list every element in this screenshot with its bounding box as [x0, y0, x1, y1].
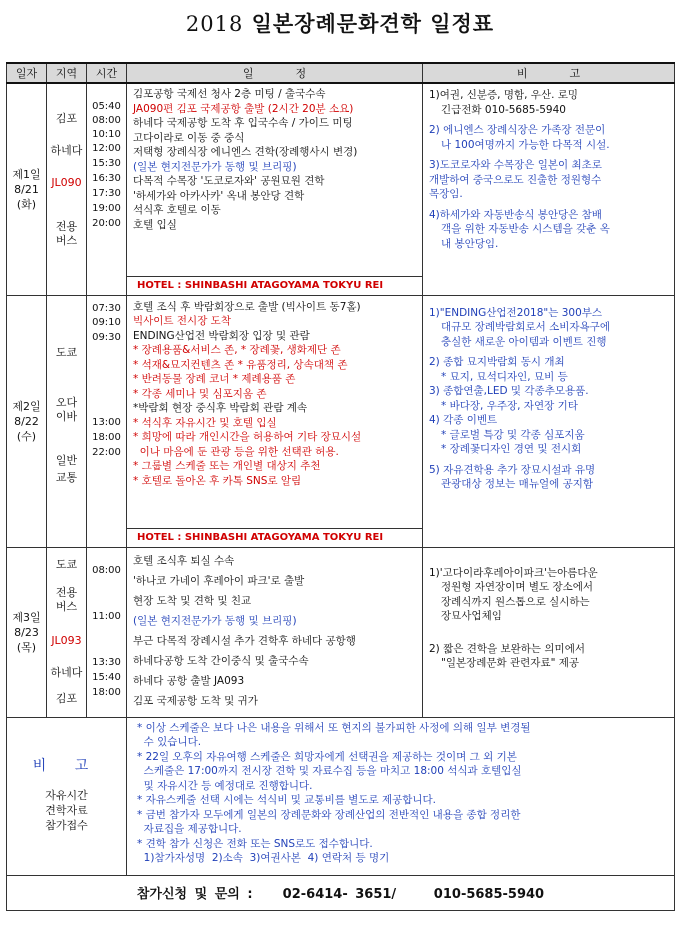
remarks-text — [127, 717, 675, 875]
note-line: 장례식까지 원스톱으로 실시하는 — [441, 595, 590, 608]
schedule-line: 호텔 조식 후 박람회장으로 출발 (빅사이트 동7홀) — [133, 300, 361, 313]
area-item: 버스 — [55, 599, 78, 613]
note-line: 4) 각종 이벤트 — [429, 414, 498, 426]
time-item: 10:10 — [92, 129, 121, 140]
schedule-line: 호텔 입실 — [133, 218, 177, 231]
schedule-line: JA090편 김포 국제공항 출발 (2시간 20분 소요) — [133, 102, 354, 115]
header-time: 시간 — [87, 63, 127, 83]
note-line: 정원형 자연장이며 별도 장소에서 — [441, 581, 594, 593]
schedule-line: 호텔 조식후 퇴실 수속 — [133, 554, 235, 567]
area-item: 하네다 — [50, 144, 83, 157]
schedule-line: * 각종 세미나 및 심포지움 존 — [133, 387, 267, 400]
remark-line: * 이상 스케줄은 보다 나은 내용을 위해서 또 현지의 불가피한 사정에 의해 일부 변경될 — [137, 721, 531, 734]
schedule-line: * 석재&묘지컨텐츠 존 * 유품정리, 상속대책 존 — [133, 358, 348, 371]
schedule-line: 저택형 장례식장 에니엔스 견학(장례행사시 변경) — [133, 146, 358, 158]
remark-line: 1)참가자성명 2)소속 3)여권사본 4) 연락처 등 명기 — [137, 852, 390, 864]
note-line: 내 봉안당임. — [441, 237, 499, 250]
remark-line: 자료집을 제공합니다. — [137, 823, 242, 835]
note-line: * 글로벌 특강 및 각종 심포지움 — [441, 428, 585, 441]
time-item: 09:30 — [92, 331, 121, 343]
schedule-line: 김포 국제공항 도착 및 귀가 — [133, 694, 258, 707]
day2-date-value: 8/22 — [14, 414, 39, 428]
schedule-line: * 석식후 자유시간 및 호텔 입실 — [133, 416, 277, 429]
contact-row — [7, 875, 675, 910]
area-item: 교통 — [55, 470, 78, 484]
area-item: 전용 — [55, 220, 78, 233]
time-item: 18:00 — [92, 431, 121, 443]
note-line: 대규모 장례박람회로서 소비자욕구에 — [441, 321, 610, 333]
schedule-line: *박람회 현장 중식후 박람회 관람 계속 — [133, 402, 308, 414]
remark-line: 스케줄은 17:00까지 전시장 견학 및 자료수집 등을 마치고 18:00 석식과 호텔입실 — [137, 765, 522, 777]
day3-date — [7, 547, 47, 717]
time-item: 08:00 — [92, 564, 121, 576]
schedule-line: 김포공항 국제선 청사 2층 미팅 / 출국수속 — [133, 88, 326, 100]
day3-notes — [423, 547, 675, 717]
day3-areas — [47, 547, 87, 717]
day1-times — [87, 83, 127, 295]
remarks-sub: 참가접수 — [45, 819, 88, 832]
note-line: 2) 짧은 견학을 보완하는 의미에서 — [429, 642, 585, 655]
hotel-banner: HOTEL : SHINBASHI ATAGOYAMA TOKYU REI — [127, 528, 422, 547]
time-item: 08:00 — [92, 115, 121, 126]
note-line: 5) 자유견학용 추가 장묘시설과 유명 — [429, 463, 596, 476]
schedule-line: ENDING산업전 박람회장 입장 및 관람 — [133, 329, 310, 342]
remarks-sub: 자유시간 — [45, 789, 88, 802]
time-item: 11:00 — [92, 610, 121, 622]
day1-date-value: 8/21 — [14, 182, 39, 196]
day2-label: 제2일 — [12, 399, 41, 413]
schedule-line: '하나코 가네이 후레아이 파크'로 출발 — [133, 574, 305, 587]
header-area: 지역 — [47, 63, 87, 83]
schedule-line: 하네다공항 도착 간이중식 및 출국수속 — [133, 654, 309, 667]
schedule-line: * 반려동물 장례 코너 * 제례용품 존 — [133, 373, 296, 385]
remarks-heading: 비 고 — [32, 758, 101, 774]
time-item: 15:40 — [92, 671, 121, 683]
note-line: 목장임. — [429, 188, 463, 200]
remarks-sub: 견학자료 — [45, 804, 88, 817]
area-item: 이바 — [55, 409, 78, 423]
schedule-table — [6, 62, 675, 911]
note-line: 객을 위한 자동반송 시스템을 갖춘 옥 — [441, 223, 610, 235]
title-text: 일본장례문화견학 일정표 — [251, 12, 495, 36]
note-line: 2) 종합 묘지박람회 동시 개최 — [429, 356, 565, 368]
schedule-line: '하세가와 아카사카' 옥내 봉안당 견학 — [133, 189, 305, 202]
header-day: 일자 — [7, 63, 47, 83]
remarks-label-cell — [7, 717, 127, 875]
time-item: 19:00 — [92, 203, 121, 214]
day3-weekday: (목) — [16, 640, 37, 654]
schedule-line: * 호텔로 돌아온 후 카톡 SNS로 알림 — [133, 474, 302, 487]
area-item: 버스 — [55, 234, 78, 247]
day2-times — [87, 295, 127, 547]
schedule-line: 현장 도착 및 견학 및 친교 — [133, 594, 252, 607]
schedule-line: 부근 다목적 장례시설 추가 견학후 하네다 공항행 — [133, 634, 356, 647]
time-item: 18:00 — [92, 686, 121, 698]
day3-row — [7, 547, 675, 717]
hotel-banner: HOTEL : SHINBASHI ATAGOYAMA TOKYU REI — [127, 276, 422, 295]
remark-line: 및 자유시간 등 예정대로 진행합니다. — [137, 779, 313, 792]
note-line: 1)'고다이라후레아이파크'는아름다운 — [429, 566, 598, 579]
day1-date — [7, 83, 47, 295]
time-item: 17:30 — [92, 188, 121, 199]
remarks-row — [7, 717, 675, 875]
note-line: 3)도코로자와 수목장은 일본이 최초로 — [429, 159, 602, 171]
remark-line: * 22일 오후의 자유여행 스케줄은 희망자에게 선택권을 제공하는 것이며 그 외 기본 — [137, 750, 517, 763]
flight-code: JL090 — [51, 176, 82, 189]
note-line: 4)하세가와 자동반송식 봉안당은 참배 — [429, 208, 602, 221]
note-line: "일본장례문화 관련자료" 제공 — [441, 657, 580, 669]
note-line: 긴급전화 010-5685-5940 — [441, 103, 566, 116]
time-item: 22:00 — [92, 446, 121, 458]
area-item: 도쿄 — [55, 345, 78, 359]
schedule-line: 고다이라로 이동 중 중식 — [133, 131, 245, 144]
remark-line: * 금번 참가자 모두에게 일본의 장례문화와 장례산업의 전반적인 내용을 종합 정리한 — [137, 808, 521, 821]
schedule-line: (일본 현지전문가가 동행 및 브리핑) — [133, 160, 297, 173]
schedule-line: * 그룹별 스케줄 또는 개인별 대상지 추천 — [133, 460, 321, 472]
area-item: 김포 — [55, 691, 78, 705]
day2-notes — [423, 295, 675, 547]
time-item: 07:30 — [92, 302, 121, 314]
note-line: 나 100여명까지 가능한 다목적 시설. — [441, 138, 610, 151]
time-item: 13:30 — [92, 656, 121, 668]
schedule-line: 다목적 수목장 '도코로자와' 공원묘원 견학 — [133, 175, 325, 187]
day2-date — [7, 295, 47, 547]
remark-line: 수 있습니다. — [137, 736, 202, 748]
day3-date-value: 8/23 — [14, 625, 39, 639]
schedule-line: 하네다 국제공항 도착 후 입국수속 / 가이드 미팅 — [133, 117, 353, 129]
area-item: 전용 — [55, 585, 78, 599]
schedule-line: * 희망에 따라 개인시간을 허용하여 기타 장묘시설 — [133, 431, 362, 443]
time-item: 20:00 — [92, 218, 121, 229]
day1-weekday: (화) — [16, 197, 37, 211]
schedule-line: 빅사이트 전시장 도착 — [133, 315, 231, 327]
day1-row — [7, 83, 675, 295]
time-item: 05:40 — [92, 101, 121, 112]
title-year: 2018 — [185, 12, 244, 36]
note-line: 충실한 새로운 아이템과 이벤트 진행 — [441, 335, 607, 348]
note-line: * 묘지, 묘석디자인, 묘비 등 — [441, 370, 568, 383]
day2-weekday: (수) — [16, 429, 37, 443]
day1-notes — [423, 83, 675, 295]
time-item: 16:30 — [92, 173, 121, 184]
day1-areas — [47, 83, 87, 295]
page-title — [0, 8, 680, 38]
schedule-line: * 장례용품&서비스 존, * 장례꽃, 생화제단 존 — [133, 344, 341, 356]
note-line: 3) 종합연출,LED 및 각종추모용품. — [429, 385, 589, 397]
time-item: 15:30 — [92, 158, 121, 169]
note-line: 1)여권, 신분증, 명함, 우산. 로밍 — [429, 89, 579, 101]
schedule-line: 석식후 호텔로 이동 — [133, 204, 221, 216]
schedule-line: (일본 현지전문가가 동행 및 브리핑) — [133, 614, 297, 627]
time-item: 09:10 — [92, 316, 121, 328]
day1-label: 제1일 — [12, 167, 41, 181]
header-row — [7, 63, 675, 83]
note-line: 개발하여 중국으로도 진출한 정원형수 — [429, 173, 602, 186]
area-item: 김포 — [55, 112, 78, 125]
note-line: * 바다장, 우주장, 자연장 기타 — [441, 399, 578, 412]
remark-line: * 자유스케줄 선택 시에는 석식비 및 교통비를 별도로 제공합니다. — [137, 794, 437, 806]
day3-schedule — [127, 547, 423, 717]
flight-code: JL093 — [51, 633, 82, 647]
time-item: 13:00 — [92, 416, 121, 428]
contact-info: 참가신청 및 문의 : 02-6414- 3651/ 010-5685-5940 — [7, 875, 675, 910]
area-item: 하네다 — [50, 665, 83, 679]
note-line: * 장례꽃디자인 경연 및 전시회 — [441, 443, 582, 455]
note-line: 관광대상 정보는 매뉴얼에 공지함 — [441, 478, 594, 490]
note-line: 2) 에니엔스 장례식장은 가족장 전문이 — [429, 124, 606, 136]
area-item: 일반 — [55, 453, 78, 467]
schedule-line: 이나 마음에 둔 관광 등을 위한 선택관 허용. — [133, 445, 339, 458]
day2-areas — [47, 295, 87, 547]
note-line: 장묘사업체임 — [441, 610, 502, 622]
day3-label: 제3일 — [12, 610, 41, 624]
remark-line: * 견학 참가 신청은 전화 또는 SNS로도 접수합니다. — [137, 837, 373, 850]
note-line: 1)"ENDING산업전2018"는 300부스 — [429, 306, 603, 319]
time-item: 12:00 — [92, 143, 121, 154]
header-notes: 비 고 — [423, 63, 675, 83]
area-item: 도쿄 — [55, 557, 78, 571]
day2-row — [7, 295, 675, 547]
schedule-line: 하네다 공항 출발 JA093 — [133, 674, 245, 687]
header-schedule: 일 정 — [127, 63, 423, 83]
area-item: 오다 — [55, 395, 78, 409]
day3-times — [87, 547, 127, 717]
day2-schedule — [127, 295, 423, 547]
day1-schedule — [127, 83, 423, 295]
